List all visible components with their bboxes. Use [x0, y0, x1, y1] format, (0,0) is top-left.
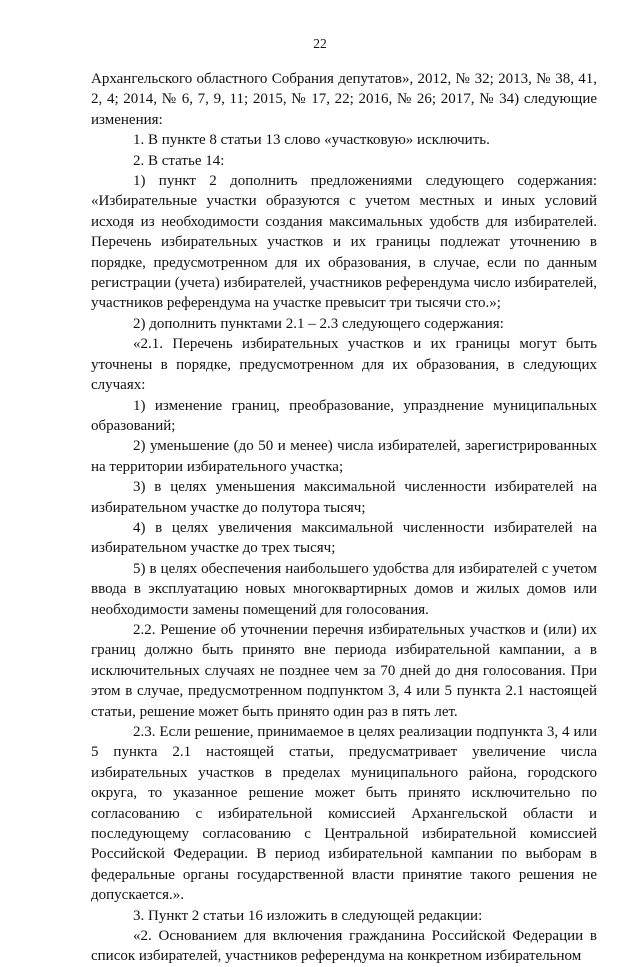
paragraph-case-3: 3) в целях уменьшения максимальной численности избирателей на избирательном участке до полутора тысяч;	[91, 479, 597, 516]
paragraph-clause-2-1: «2.1. Перечень избирательных участков и их границы могут быть уточнены в порядке, предусмотренном для их образования, в следующих случаях:	[91, 336, 597, 394]
paragraph-case-4: 4) в целях увеличения максимальной численности избирателей на избирательном участке до трех тысяч;	[91, 519, 597, 557]
paragraph-clause-2-3: 2.3. Если решение, принимаемое в целях реализации подпункта 3, 4 или 5 пункта 2.1 настоящей статьи, предусматривает увеличение числа избирательных участков в пределах муниципального района, городского округа, то указанное решение может быть принято исключительно по согласованию с избирательной комиссией Архангельской области и последующему согласованию с Центральной избирательной комиссией Российской Федерации. В период избирательной кампании по выборам в федеральные органы государственной власти принятие такого решения не допускается.».	[91, 724, 597, 904]
paragraph-item-2: 2. В статье 14:	[133, 152, 225, 169]
paragraph-case-1: 1) изменение границ, преобразование, упразднение муниципальных образований;	[91, 397, 597, 434]
paragraph-item-3: 3. Пункт 2 статьи 16 изложить в следующей редакции:	[133, 907, 483, 924]
paragraph-case-5: 5) в целях обеспечения наибольшего удобства для избирателей с учетом ввода в эксплуатацию новых многоквартирных домов и жилых домов или необходимости замены помещений для голосования.	[91, 560, 597, 618]
paragraph-clause-2-2: 2.2. Решение об уточнении перечня избирательных участков и (или) их границ должно быть принято вне периода избирательной кампании, а в исключительных случаях не позднее чем за 70 дней до дня голосования. При этом в случае, предусмотренном подпунктом 3, 4 или 5 пункта 2.1 настоящей статьи, решение может быть принято один раз в пять лет.	[91, 621, 597, 720]
paragraph-case-2: 2) уменьшение (до 50 и менее) числа избирателей, зарегистрированных на территории избирательного участка;	[91, 438, 597, 475]
paragraph-subitem-2: 2) дополнить пунктами 2.1 – 2.3 следующего содержания:	[133, 315, 504, 332]
paragraph-new-clause-2: «2. Основанием для включения гражданина Российской Федерации в список избирателей, участников референдума на конкретном избирательном	[91, 928, 597, 965]
page-number: 22	[313, 36, 327, 51]
paragraph-amendment-source: Архангельского областного Собрания депутатов», 2012, № 32; 2013, № 38, 41, 2, 4; 2014, № 6, 7, 9, 11; 2015, № 17, 22; 2016, № 26; 2017, № 34) следующие изменения:	[91, 71, 597, 128]
paragraph-subitem-1: 1) пункт 2 дополнить предложениями следующего содержания: «Избирательные участки образуются с учетом местных и иных условий исходя из необходимости создания максимальных удобств для избирателей. Перечень избирательных участков и их границы подлежат уточнению в порядке, предусмотренном для их образования, в случае, если по данным регистрации (учета) избирателей, участников референдума число избирателей, участников референдума на участке превысит три тысячи сто.»;	[91, 173, 597, 312]
document-body	[91, 69, 597, 967]
paragraph-item-1: 1. В пункте 8 статьи 13 слово «участковую» исключить.	[133, 132, 490, 149]
